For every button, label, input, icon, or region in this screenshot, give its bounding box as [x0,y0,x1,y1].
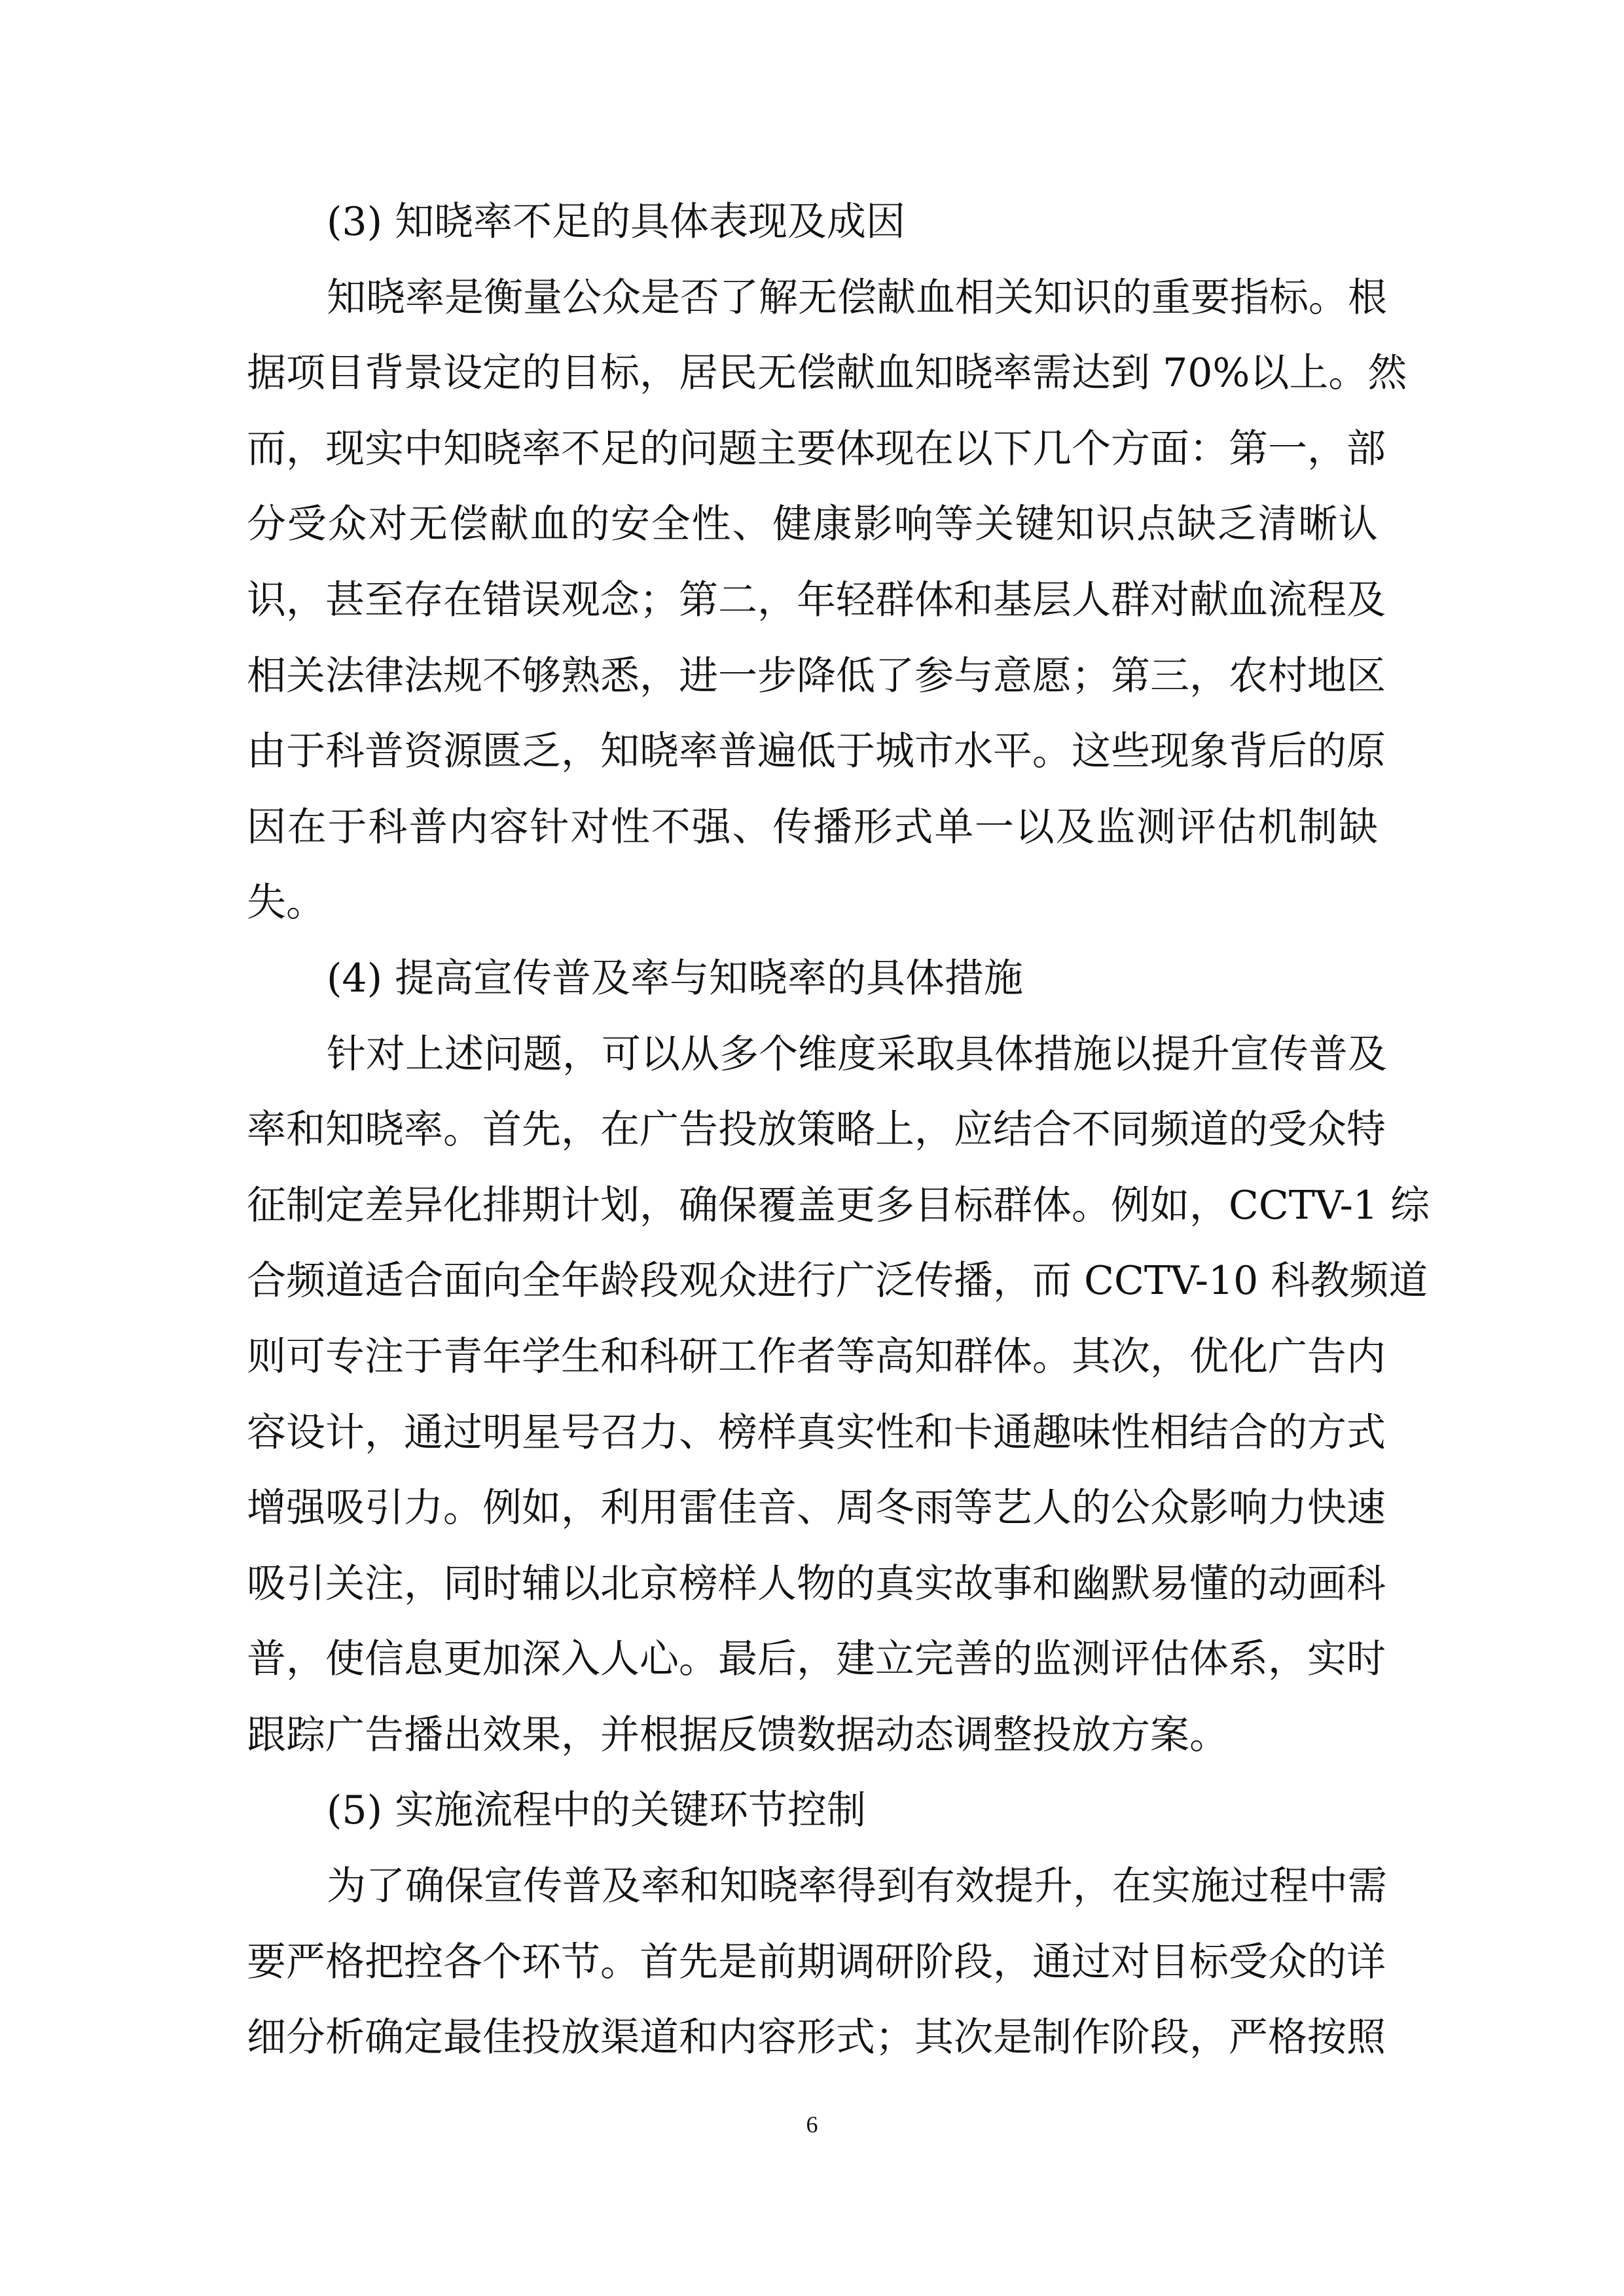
paragraph-line: 要严格把控各个环节。首先是前期调研阶段，通过对目标受众的详 [247,1939,1386,1985]
section [247,1773,1387,2075]
paragraph-line: 跟踪广告播出效果，并根据反馈数据动态调整投放方案。 [247,1712,1229,1758]
paragraph-line: 率和知晓率。首先，在广告投放策略上，应结合不同频道的受众特 [247,1107,1386,1153]
paragraph-line: 针对上述问题，可以从多个维度采取具体措施以提升宣传普及 [327,1031,1387,1077]
section [247,185,1407,941]
paragraph-line: 为了确保宣传普及率和知晓率得到有效提升，在实施过程中需 [327,1863,1387,1910]
paragraph-line: 增强吸引力。例如，利用雷佳音、周冬雨等艺人的公众影响力快速 [247,1485,1386,1532]
paragraph-line: 吸引关注，同时辅以北京榜样人物的真实故事和幽默易懂的动画科 [247,1560,1386,1607]
paragraph-line: 而，现实中知晓率不足的问题主要体现在以下几个方面：第一，部 [247,425,1386,472]
paragraph-line: 合频道适合面向全年龄段观众进行广泛传播，而 CCTV-10 科教频道 [247,1258,1428,1304]
paragraph-line: 相关法律法规不够熟悉，进一步降低了参与意愿；第三，农村地区 [247,653,1386,699]
paragraph-line: 因在于科普内容针对性不强、传播形式单一以及监测评估机制缺 [247,804,1378,850]
paragraph-line: 则可专注于青年学生和科研工作者等高知群体。其次，优化广告内 [247,1333,1386,1380]
paragraph-line: 据项目背景设定的目标，居民无偿献血知晓率需达到 70%以上。然 [247,350,1407,397]
paragraph-line: 由于科普资源匮乏，知晓率普遍低于城市水平。这些现象背后的原 [247,728,1386,775]
paragraph-line: 普，使信息更加深入人心。最后，建立完善的监测评估体系，实时 [247,1636,1386,1683]
page-number: 6 [806,2111,818,2138]
section-heading: (5) 实施流程中的关键环节控制 [327,1787,867,1834]
section [247,941,1430,1774]
paragraph-line: 分受众对无偿献血的安全性、健康影响等关键知识点缺乏清晰认 [247,501,1378,548]
paragraph-line: 细分析确定最佳投放渠道和内容形式；其次是制作阶段，严格按照 [247,2015,1386,2061]
section-heading: (4) 提高宣传普及率与知晓率的具体措施 [327,955,1024,1001]
paragraph-line: 失。 [247,880,325,926]
document-body [247,185,1430,2076]
paragraph-line: 容设计，通过明星号召力、榜样真实性和卡通趣味性相结合的方式 [247,1409,1386,1456]
section-heading: (3) 知晓率不足的具体表现及成因 [327,199,906,245]
paragraph-line: 征制定差异化排期计划，确保覆盖更多目标群体。例如，CCTV-1 综 [247,1182,1430,1229]
paragraph-line: 知晓率是衡量公众是否了解无偿献血相关知识的重要指标。根 [327,274,1387,321]
paragraph-line: 识，甚至存在错误观念；第二，年轻群体和基层人群对献血流程及 [247,577,1386,623]
